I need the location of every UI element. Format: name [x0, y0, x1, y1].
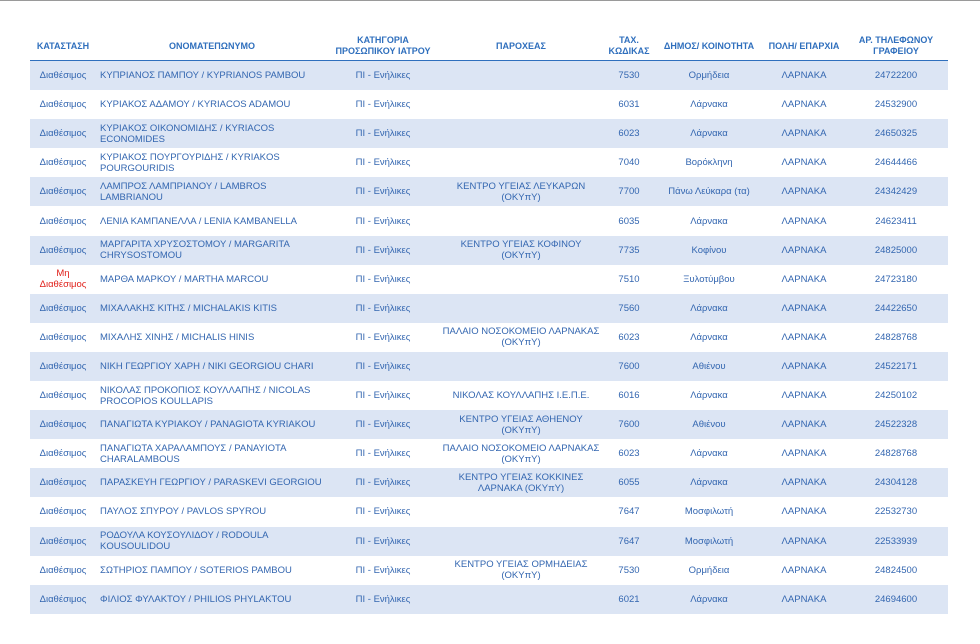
- header-category: ΚΑΤΗΓΟΡΙΑ ΠΡΟΣΩΠΙΚΟΥ ΙΑΤΡΟΥ: [328, 32, 438, 61]
- postcode-cell: 6023: [604, 439, 654, 468]
- table-row: [30, 556, 948, 585]
- status-cell: Διαθέσιμος: [30, 323, 96, 352]
- municipality-cell: Ορμήδεια: [654, 556, 764, 585]
- municipality-cell: Ξυλοτύμβου: [654, 265, 764, 294]
- table-row: [30, 323, 948, 352]
- table-row: [30, 352, 948, 381]
- phone-cell: 24522171: [844, 352, 948, 381]
- city-cell: ΛΑΡΝΑΚΑ: [764, 148, 844, 177]
- status-cell: Διαθέσιμος: [30, 468, 96, 497]
- provider-cell: [438, 119, 604, 148]
- category-cell: ΠΙ - Ενήλικες: [328, 381, 438, 410]
- municipality-cell: Ορμήδεια: [654, 61, 764, 91]
- municipality-cell: Λάρνακα: [654, 439, 764, 468]
- city-cell: ΛΑΡΝΑΚΑ: [764, 119, 844, 148]
- postcode-cell: 6023: [604, 119, 654, 148]
- phone-cell: 24422650: [844, 294, 948, 323]
- status-cell: Διαθέσιμος: [30, 148, 96, 177]
- status-cell: Διαθέσιμος: [30, 527, 96, 556]
- municipality-cell: Κοφίνου: [654, 236, 764, 265]
- municipality-cell: Λάρνακα: [654, 468, 764, 497]
- postcode-cell: 7600: [604, 352, 654, 381]
- city-cell: ΛΑΡΝΑΚΑ: [764, 497, 844, 526]
- name-cell: ΜΙΧΑΛΑΚΗΣ ΚΙΤΗΣ / MICHALAKIS KITIS: [96, 294, 328, 323]
- phone-cell: 24650325: [844, 119, 948, 148]
- name-cell: ΣΩΤΗΡΙΟΣ ΠΑΜΠΟΥ / SOTERIOS PAMBOU: [96, 556, 328, 585]
- city-cell: ΛΑΡΝΑΚΑ: [764, 585, 844, 614]
- table-row: [30, 61, 948, 91]
- phone-cell: 24824500: [844, 556, 948, 585]
- category-cell: ΠΙ - Ενήλικες: [328, 410, 438, 439]
- postcode-cell: 6031: [604, 90, 654, 119]
- phone-cell: 24825000: [844, 236, 948, 265]
- phone-cell: 22532730: [844, 497, 948, 526]
- phone-cell: 24522328: [844, 410, 948, 439]
- provider-cell: [438, 206, 604, 235]
- status-cell: Διαθέσιμος: [30, 177, 96, 206]
- phone-cell: 24342429: [844, 177, 948, 206]
- table-row: [30, 294, 948, 323]
- name-cell: ΝΙΚΟΛΑΣ ΠΡΟΚΟΠΙΟΣ ΚΟΥΛΛΑΠΗΣ / NICOLAS PROCOPIOS KOULLAPIS: [96, 381, 328, 410]
- status-cell: Διαθέσιμος: [30, 352, 96, 381]
- postcode-cell: 7647: [604, 527, 654, 556]
- category-cell: ΠΙ - Ενήλικες: [328, 177, 438, 206]
- phone-cell: 24644466: [844, 148, 948, 177]
- postcode-cell: 7735: [604, 236, 654, 265]
- provider-cell: ΚΕΝΤΡΟ ΥΓΕΙΑΣ ΑΘΗΕΝΟΥ (ΟΚΥπΥ): [438, 410, 604, 439]
- phone-cell: 24694600: [844, 585, 948, 614]
- name-cell: ΠΑΥΛΟΣ ΣΠΥΡΟΥ / PAVLOS SPYROU: [96, 497, 328, 526]
- municipality-cell: Λάρνακα: [654, 294, 764, 323]
- header-status: ΚΑΤΑΣΤΑΣΗ: [30, 32, 96, 61]
- postcode-cell: 6021: [604, 585, 654, 614]
- name-cell: ΚΥΡΙΑΚΟΣ ΠΟΥΡΓΟΥΡΙΔΗΣ / KYRIAKOS POURGOURIDIS: [96, 148, 328, 177]
- provider-cell: ΝΙΚΟΛΑΣ ΚΟΥΛΛΑΠΗΣ Ι.Ε.Π.Ε.: [438, 381, 604, 410]
- provider-cell: ΚΕΝΤΡΟ ΥΓΕΙΑΣ ΚΟΦΙΝΟΥ (ΟΚΥπΥ): [438, 236, 604, 265]
- category-cell: ΠΙ - Ενήλικες: [328, 468, 438, 497]
- status-cell: Διαθέσιμος: [30, 497, 96, 526]
- city-cell: ΛΑΡΝΑΚΑ: [764, 90, 844, 119]
- header-municipality: ΔΗΜΟΣ/ ΚΟΙΝΟΤΗΤΑ: [654, 32, 764, 61]
- phone-cell: 22533939: [844, 527, 948, 556]
- municipality-cell: Αθιένου: [654, 352, 764, 381]
- name-cell: ΜΙΧΑΛΗΣ ΧΙΝΗΣ / MICHALIS HINIS: [96, 323, 328, 352]
- municipality-cell: Βορόκληνη: [654, 148, 764, 177]
- category-cell: ΠΙ - Ενήλικες: [328, 439, 438, 468]
- table-row: [30, 410, 948, 439]
- provider-cell: [438, 90, 604, 119]
- municipality-cell: Λάρνακα: [654, 90, 764, 119]
- doctors-table: [30, 32, 948, 614]
- status-cell: Μη Διαθέσιμος: [30, 265, 96, 294]
- provider-cell: [438, 585, 604, 614]
- name-cell: ΜΑΡΘΑ ΜΑΡΚΟΥ / MARTHA MARCOU: [96, 265, 328, 294]
- category-cell: ΠΙ - Ενήλικες: [328, 352, 438, 381]
- name-cell: ΠΑΡΑΣΚΕΥΗ ΓΕΩΡΓΙΟΥ / PARASKEVI GEORGIOU: [96, 468, 328, 497]
- category-cell: ΠΙ - Ενήλικες: [328, 148, 438, 177]
- postcode-cell: 7530: [604, 556, 654, 585]
- municipality-cell: Πάνω Λεύκαρα (τα): [654, 177, 764, 206]
- provider-cell: [438, 265, 604, 294]
- provider-cell: ΠΑΛΑΙΟ ΝΟΣΟΚΟΜΕΙΟ ΛΑΡΝΑΚΑΣ (ΟΚΥπΥ): [438, 323, 604, 352]
- category-cell: ΠΙ - Ενήλικες: [328, 497, 438, 526]
- postcode-cell: 7530: [604, 61, 654, 91]
- category-cell: ΠΙ - Ενήλικες: [328, 556, 438, 585]
- provider-cell: [438, 61, 604, 91]
- postcode-cell: 7700: [604, 177, 654, 206]
- phone-cell: 24722200: [844, 61, 948, 91]
- table-row: [30, 119, 948, 148]
- status-cell: Διαθέσιμος: [30, 90, 96, 119]
- category-cell: ΠΙ - Ενήλικες: [328, 294, 438, 323]
- status-cell: Διαθέσιμος: [30, 585, 96, 614]
- table-row: [30, 236, 948, 265]
- top-rule: [0, 0, 980, 1]
- table-row: [30, 265, 948, 294]
- table-row: [30, 497, 948, 526]
- category-cell: ΠΙ - Ενήλικες: [328, 585, 438, 614]
- header-city: ΠΟΛΗ/ ΕΠΑΡΧΙΑ: [764, 32, 844, 61]
- status-cell: Διαθέσιμος: [30, 236, 96, 265]
- name-cell: ΦΙΛΙΟΣ ΦΥΛΑΚΤΟΥ / PHILIOS PHYLAKTOU: [96, 585, 328, 614]
- table-row: [30, 585, 948, 614]
- provider-cell: ΚΕΝΤΡΟ ΥΓΕΙΑΣ ΚΟΚΚΙΝΕΣ ΛΑΡΝΑΚΑ (ΟΚΥπΥ): [438, 468, 604, 497]
- phone-cell: 24623411: [844, 206, 948, 235]
- category-cell: ΠΙ - Ενήλικες: [328, 265, 438, 294]
- table-row: [30, 177, 948, 206]
- city-cell: ΛΑΡΝΑΚΑ: [764, 61, 844, 91]
- table-header-row: [30, 32, 948, 61]
- status-cell: Διαθέσιμος: [30, 381, 96, 410]
- postcode-cell: 7510: [604, 265, 654, 294]
- provider-cell: [438, 148, 604, 177]
- category-cell: ΠΙ - Ενήλικες: [328, 61, 438, 91]
- provider-cell: [438, 527, 604, 556]
- city-cell: ΛΑΡΝΑΚΑ: [764, 439, 844, 468]
- name-cell: ΚΥΡΙΑΚΟΣ ΟΙΚΟΝΟΜΙΔΗΣ / KYRIACOS ECONOMIDES: [96, 119, 328, 148]
- city-cell: ΛΑΡΝΑΚΑ: [764, 381, 844, 410]
- category-cell: ΠΙ - Ενήλικες: [328, 323, 438, 352]
- table-row: [30, 90, 948, 119]
- city-cell: ΛΑΡΝΑΚΑ: [764, 323, 844, 352]
- category-cell: ΠΙ - Ενήλικες: [328, 90, 438, 119]
- status-cell: Διαθέσιμος: [30, 556, 96, 585]
- municipality-cell: Μοσφιλωτή: [654, 497, 764, 526]
- table-row: [30, 468, 948, 497]
- name-cell: ΚΥΡΙΑΚΟΣ ΑΔΑΜΟΥ / KYRIACOS ADAMOU: [96, 90, 328, 119]
- municipality-cell: Λάρνακα: [654, 585, 764, 614]
- header-name: ΟΝΟΜΑΤΕΠΩΝΥΜΟ: [96, 32, 328, 61]
- status-cell: Διαθέσιμος: [30, 439, 96, 468]
- municipality-cell: Λάρνακα: [654, 323, 764, 352]
- header-postcode: ΤΑΧ. ΚΩΔΙΚΑΣ: [604, 32, 654, 61]
- phone-cell: 24723180: [844, 265, 948, 294]
- city-cell: ΛΑΡΝΑΚΑ: [764, 556, 844, 585]
- phone-cell: 24250102: [844, 381, 948, 410]
- city-cell: ΛΑΡΝΑΚΑ: [764, 236, 844, 265]
- phone-cell: 24304128: [844, 468, 948, 497]
- status-cell: Διαθέσιμος: [30, 294, 96, 323]
- status-cell: Διαθέσιμος: [30, 61, 96, 91]
- doctor-list: [30, 32, 948, 614]
- postcode-cell: 6023: [604, 323, 654, 352]
- name-cell: ΚΥΠΡΙΑΝΟΣ ΠΑΜΠΟΥ / KYPRIANOS PAMBOU: [96, 61, 328, 91]
- name-cell: ΝΙΚΗ ΓΕΩΡΓΙΟΥ ΧΑΡΗ / NIKI GEORGIOU CHARI: [96, 352, 328, 381]
- municipality-cell: Λάρνακα: [654, 119, 764, 148]
- header-provider: ΠΑΡΟΧΕΑΣ: [438, 32, 604, 61]
- provider-cell: [438, 497, 604, 526]
- phone-cell: 24828768: [844, 323, 948, 352]
- municipality-cell: Λάρνακα: [654, 381, 764, 410]
- category-cell: ΠΙ - Ενήλικες: [328, 236, 438, 265]
- postcode-cell: 7040: [604, 148, 654, 177]
- name-cell: ΠΑΝΑΓΙΩΤΑ ΧΑΡΑΛΑΜΠΟΥΣ / PANAYIOTA CHARALAMBOUS: [96, 439, 328, 468]
- postcode-cell: 7647: [604, 497, 654, 526]
- provider-cell: ΚΕΝΤΡΟ ΥΓΕΙΑΣ ΛΕΥΚΑΡΩΝ (ΟΚΥπΥ): [438, 177, 604, 206]
- city-cell: ΛΑΡΝΑΚΑ: [764, 468, 844, 497]
- provider-cell: [438, 294, 604, 323]
- city-cell: ΛΑΡΝΑΚΑ: [764, 206, 844, 235]
- provider-cell: ΠΑΛΑΙΟ ΝΟΣΟΚΟΜΕΙΟ ΛΑΡΝΑΚΑΣ (ΟΚΥπΥ): [438, 439, 604, 468]
- postcode-cell: 7560: [604, 294, 654, 323]
- name-cell: ΜΑΡΓΑΡΙΤΑ ΧΡΥΣΟΣΤΟΜΟΥ / MARGARITA CHRYSOSTOMOU: [96, 236, 328, 265]
- category-cell: ΠΙ - Ενήλικες: [328, 206, 438, 235]
- table-row: [30, 148, 948, 177]
- name-cell: ΛΑΜΠΡΟΣ ΛΑΜΠΡΙΑΝΟΥ / LAMBROS LAMBRIANOU: [96, 177, 328, 206]
- status-cell: Διαθέσιμος: [30, 410, 96, 439]
- city-cell: ΛΑΡΝΑΚΑ: [764, 352, 844, 381]
- phone-cell: 24828768: [844, 439, 948, 468]
- name-cell: ΡΟΔΟΥΛΑ ΚΟΥΣΟΥΛΙΔΟΥ / RODOULA KOUSOULIDOU: [96, 527, 328, 556]
- municipality-cell: Λάρνακα: [654, 206, 764, 235]
- city-cell: ΛΑΡΝΑΚΑ: [764, 265, 844, 294]
- table-row: [30, 527, 948, 556]
- status-cell: Διαθέσιμος: [30, 119, 96, 148]
- table-row: [30, 381, 948, 410]
- postcode-cell: 6016: [604, 381, 654, 410]
- status-cell: Διαθέσιμος: [30, 206, 96, 235]
- city-cell: ΛΑΡΝΑΚΑ: [764, 294, 844, 323]
- table-row: [30, 206, 948, 235]
- provider-cell: [438, 352, 604, 381]
- municipality-cell: Αθιένου: [654, 410, 764, 439]
- city-cell: ΛΑΡΝΑΚΑ: [764, 527, 844, 556]
- name-cell: ΛΕΝΙΑ ΚΑΜΠΑΝΕΛΛΑ / LENIA KAMBANELLA: [96, 206, 328, 235]
- category-cell: ΠΙ - Ενήλικες: [328, 119, 438, 148]
- name-cell: ΠΑΝΑΓΙΩΤΑ ΚΥΡΙΑΚΟΥ / PANAGIOTA KYRIAKOU: [96, 410, 328, 439]
- category-cell: ΠΙ - Ενήλικες: [328, 527, 438, 556]
- municipality-cell: Μοσφιλωτή: [654, 527, 764, 556]
- postcode-cell: 7600: [604, 410, 654, 439]
- city-cell: ΛΑΡΝΑΚΑ: [764, 410, 844, 439]
- header-phone: ΑΡ. ΤΗΛΕΦΩΝΟΥ ΓΡΑΦΕΙΟΥ: [844, 32, 948, 61]
- provider-cell: ΚΕΝΤΡΟ ΥΓΕΙΑΣ ΟΡΜΗΔΕΙΑΣ (ΟΚΥπΥ): [438, 556, 604, 585]
- postcode-cell: 6035: [604, 206, 654, 235]
- city-cell: ΛΑΡΝΑΚΑ: [764, 177, 844, 206]
- table-row: [30, 439, 948, 468]
- postcode-cell: 6055: [604, 468, 654, 497]
- phone-cell: 24532900: [844, 90, 948, 119]
